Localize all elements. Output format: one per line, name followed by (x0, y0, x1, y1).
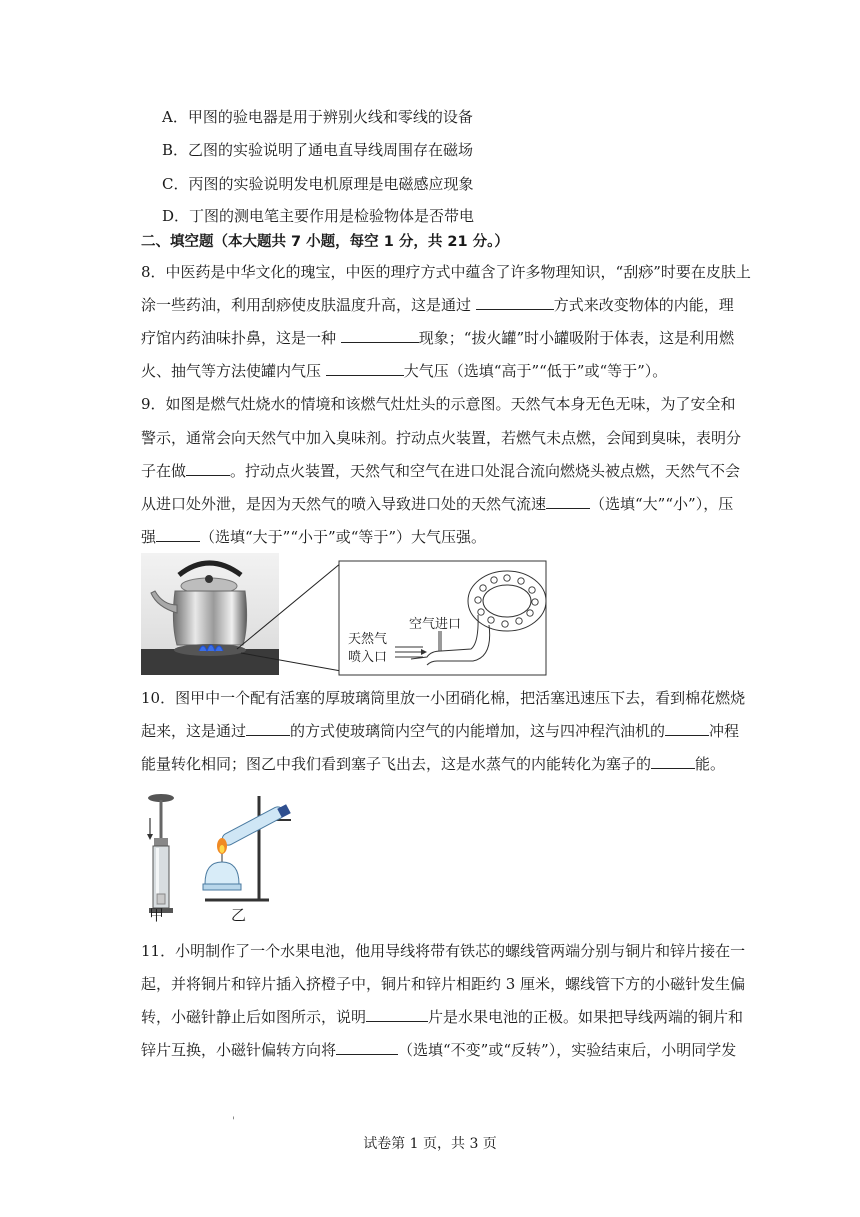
q8-text: 方式来改变物体的内能，理 (553, 296, 734, 314)
cotton (157, 894, 165, 904)
stray-mark: ' (232, 1116, 235, 1127)
option-d: D．丁图的测电笔主要作用是检验物体是否带电 (162, 207, 475, 225)
kettle-burner-figure (141, 553, 551, 678)
q9-text: 从进口处外泄，是因为天然气的喷入导致进口处的天然气流速 (141, 495, 547, 513)
gas-inlet-label-2: 喷入口 (348, 650, 388, 665)
q8-text: 疗馆内药油味扑鼻，这是一种 (141, 329, 341, 347)
q10-line-2 (141, 721, 739, 741)
page-footer: 试卷第 1 页，共 3 页 (363, 1136, 497, 1152)
q10-text: 能。 (695, 755, 726, 773)
q9-text: 子在做 (141, 462, 187, 480)
option-c: C．丙图的实验说明发电机原理是电磁感应现象 (162, 175, 474, 193)
q9-line-4 (141, 494, 733, 514)
q8-line-4 (141, 361, 667, 381)
q9-text: 。拧动点火装置，天然气和空气在进口处混合流向燃烧头被点燃，天然气不会 (230, 462, 741, 480)
answer-blank[interactable] (665, 721, 709, 736)
section-heading: 二、填空题（本大题共 7 小题，每空 1 分，共 21 分。） (141, 234, 509, 250)
answer-blank[interactable] (476, 295, 554, 310)
q9-line-2: 警示，通常会向天然气中加入臭味剂。拧动点火装置，若燃气未点燃，会闻到臭味，表明分 (141, 429, 742, 447)
piston-figure-svg (141, 790, 311, 925)
q8-line-2 (141, 295, 734, 315)
q11-text: （选填“不变”或“反转”），实验结束后，小明同学发 (398, 1041, 737, 1059)
q11-text: 片是水果电池的正极。如果把导线两端的铜片和 (428, 1008, 744, 1026)
air-inlet-label: 空气进口 (409, 617, 462, 632)
q8-text: 大气压（选填“高于”“低于”或“等于”）。 (403, 362, 668, 380)
q10-text: 冲程 (709, 722, 740, 740)
q9-line-3 (141, 461, 740, 481)
q10-text: 能量转化相同；图乙中我们看到塞子飞出去，这是水蒸气的内能转化为塞子的 (141, 755, 652, 773)
q9-text: 强 (141, 528, 157, 546)
q11-line-3 (141, 1007, 743, 1027)
q8-line-3 (141, 328, 734, 348)
q8-line-1: 8．中医药是中华文化的瑰宝，中医的理疗方式中蕴含了许多物理知识，“刮痧”时要在皮肤上 (141, 263, 751, 281)
answer-blank[interactable] (326, 361, 404, 376)
alcohol-lamp (205, 862, 239, 884)
q8-text: 火、抽气等方法使罐内气压 (141, 362, 326, 380)
answer-blank[interactable] (651, 754, 695, 769)
option-b: B．乙图的实验说明了通电直导线周围存在磁场 (162, 141, 474, 159)
q9-text: （选填“大于”“小于”或“等于”）大气压强。 (200, 528, 487, 546)
kettle-body (173, 591, 246, 645)
piston-tube-figure (141, 790, 311, 925)
q10-line-1: 10．图甲中一个配有活塞的厚玻璃筒里放一小团硝化棉，把活塞迅速压下去，看到棉花燃烧 (141, 689, 746, 707)
answer-blank[interactable] (546, 494, 590, 509)
q9-text: （选填“大”“小”），压 (590, 495, 734, 513)
test-tube (220, 805, 286, 848)
q10-line-3 (141, 754, 725, 774)
label-yi: 乙 (231, 906, 247, 924)
kettle-figure-svg (141, 553, 551, 678)
gas-inlet-label-1: 天然气 (348, 632, 388, 647)
q11-line-4 (141, 1040, 736, 1060)
q11-text: 锌片互换，小磁针偏转方向将 (141, 1041, 337, 1059)
answer-blank[interactable] (156, 527, 200, 542)
answer-blank[interactable] (336, 1040, 398, 1055)
q8-text: 涂一些药油，利用刮痧使皮肤温度升高，这是通过 (141, 296, 476, 314)
q9-line-5 (141, 527, 486, 547)
label-jia: 甲 (149, 906, 165, 924)
q10-text: 的方式使玻璃筒内空气的内能增加，这与四冲程汽油机的 (290, 722, 666, 740)
option-a: A．甲图的验电器是用于辨别火线和零线的设备 (162, 108, 473, 126)
flame-icon (199, 645, 223, 651)
answer-blank[interactable] (186, 461, 230, 476)
answer-blank[interactable] (246, 721, 290, 736)
answer-blank[interactable] (366, 1007, 428, 1022)
q8-text: 现象；“拔火罐”时小罐吸附于体表，这是利用燃 (418, 329, 735, 347)
answer-blank[interactable] (341, 328, 419, 343)
q9-line-1: 9．如图是燃气灶烧水的情境和该燃气灶灶头的示意图。天然气本身无色无味，为了安全和 (141, 395, 736, 413)
q11-line-1: 11．小明制作了一个水果电池，他用导线将带有铁芯的螺线管两端分别与铜片和锌片接在一 (141, 942, 746, 960)
q11-line-2: 起，并将铜片和锌片插入挤橙子中，铜片和锌片相距约 3 厘米，螺线管下方的小磁针发生偏 (141, 975, 746, 993)
q10-text: 起来，这是通过 (141, 722, 247, 740)
q11-text: 转，小磁针静止后如图所示，说明 (141, 1008, 367, 1026)
